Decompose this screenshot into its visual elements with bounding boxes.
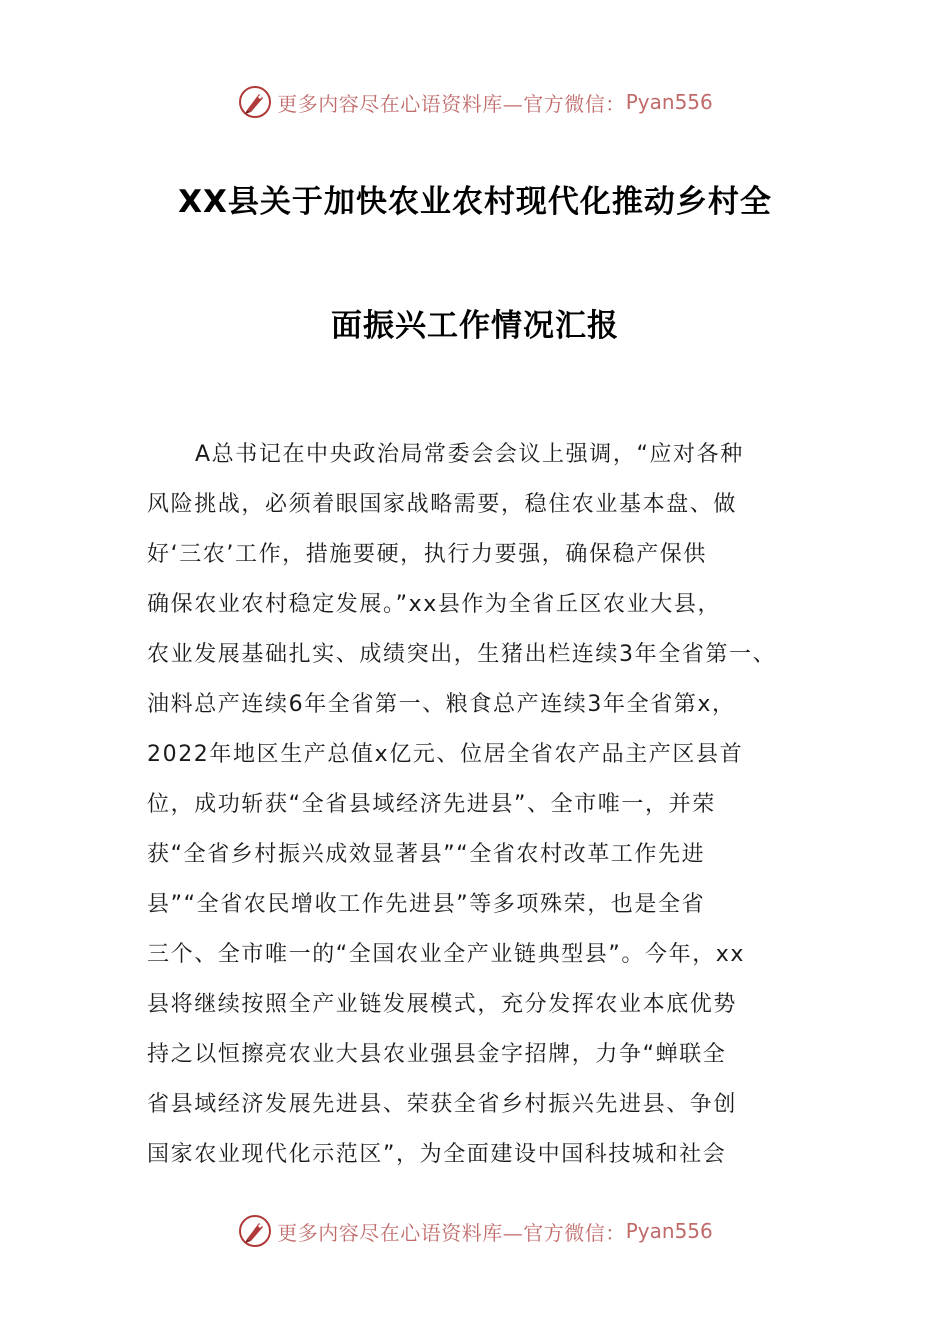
body-line: 县”“全省农民增收工作先进县”等多项殊荣，也是全省 — [147, 892, 706, 917]
body-line: 油料总产连续6年全省第一、粮食总产连续3年全省第x， — [147, 692, 736, 717]
body-line: 风险挑战，必须着眼国家战略需要，稳住农业基本盘、做 — [147, 492, 738, 517]
body-line: 县将继续按照全产业链发展模式，充分发挥农业本底优势 — [147, 992, 738, 1017]
document-title-line-1: XX县关于加快农业农村现代化推动乡村全 — [178, 184, 772, 220]
document-title-line-2: 面振兴工作情况汇报 — [331, 308, 619, 344]
body-line: 农业发展基础扎实、成绩突出，生猪出栏连续3年全省第一、 — [147, 642, 777, 667]
body-line: 2022年地区生产总值x亿元、位居全省农产品主产区县首 — [147, 742, 744, 767]
pen-nib-circle-icon — [237, 84, 273, 120]
watermark-text: 更多内容尽在心语资料库—官方微信： — [277, 91, 626, 116]
body-line: 三个、全市唯一的“全国农业全产业链典型县”。今年，xx — [147, 942, 746, 967]
pen-nib-circle-icon — [237, 1213, 273, 1249]
watermark-banner-bottom — [0, 1211, 950, 1251]
body-line: 省县域经济发展先进县、荣获全省乡村振兴先进县、争创 — [147, 1092, 738, 1117]
body-paragraph — [147, 430, 817, 1180]
body-line: 好‘三农’工作，措施要硬，执行力要强，确保稳产保供 — [147, 542, 707, 567]
body-line: 位，成功斩获“全省县域经济先进县”、全市唯一，并荣 — [147, 792, 716, 817]
watermark-contact: Pyan556 — [625, 90, 713, 114]
body-line: A总书记在中央政治局常委会会议上强调，“应对各种 — [195, 442, 744, 467]
watermark-content — [237, 84, 713, 120]
body-line: 确保农业农村稳定发展。”xx县作为全省丘区农业大县， — [147, 592, 722, 617]
body-line: 国家农业现代化示范区”，为全面建设中国科技城和社会 — [147, 1142, 727, 1167]
watermark-banner-top — [0, 82, 950, 122]
watermark-content — [237, 1213, 713, 1249]
watermark-contact: Pyan556 — [625, 1219, 713, 1243]
body-line: 获“全省乡村振兴成效显著县”“全省农村改革工作先进 — [147, 842, 706, 867]
body-line: 持之以恒擦亮农业大县农业强县金字招牌，力争“蝉联全 — [147, 1042, 727, 1067]
watermark-text: 更多内容尽在心语资料库—官方微信： — [277, 1220, 626, 1245]
